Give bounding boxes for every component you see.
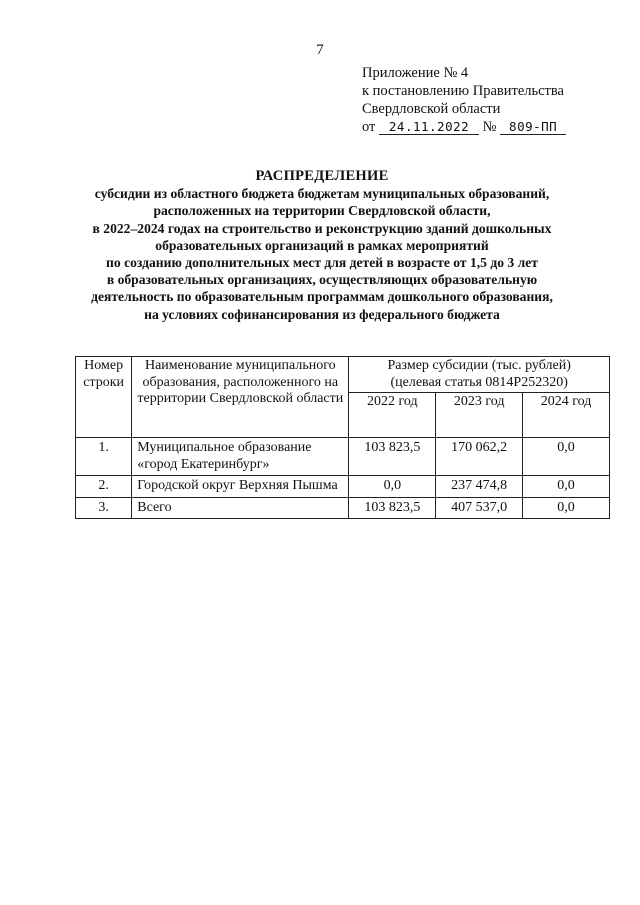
header-year-2024: 2024 год	[523, 393, 610, 438]
value-2024: 0,0	[523, 476, 610, 498]
header-subsidy-article: (целевая статья 0814P252320)	[390, 374, 568, 390]
value-2023: 170 062,2	[436, 438, 523, 476]
header-subsidy-size	[349, 357, 610, 393]
heading-line: в 2022–2024 годах на строительство и реконструкцию зданий дошкольных	[92, 220, 552, 236]
number-label: №	[482, 119, 497, 135]
header-row-number: Номер строки	[76, 357, 132, 438]
heading-line: деятельность по образовательным программам дошкольного образования,	[91, 289, 553, 305]
header-year-2023: 2023 год	[436, 393, 523, 438]
decree-number: 809-ПП	[500, 120, 566, 135]
value-2023: 407 537,0	[436, 497, 523, 519]
table-header-row	[76, 357, 610, 393]
municipality-name: Всего	[132, 497, 349, 519]
heading-line: по созданию дополнительных мест для детей в возрасте от 1,5 до 3 лет	[106, 255, 538, 271]
municipality-name: Муниципальное образование «город Екатеринбург»	[132, 438, 349, 476]
decree-date: 24.11.2022	[379, 120, 479, 135]
table-row	[76, 497, 610, 519]
table-row	[76, 476, 610, 498]
heading-line: в образовательных организациях, осуществляющих образовательную	[106, 272, 538, 288]
row-number: 3.	[76, 497, 132, 519]
row-number: 1.	[76, 438, 132, 476]
header-subsidy-size-line: Размер субсидии (тыс. рублей)	[387, 358, 571, 373]
appendix-decree: к постановлению Правительства	[362, 83, 564, 99]
heading-line: расположенных на территории Свердловской области,	[153, 203, 491, 219]
row-number: 2.	[76, 476, 132, 498]
municipality-name: Городской округ Верхняя Пышма	[132, 476, 349, 498]
header-municipality-name: Наименование муниципального образования, расположенного на территории Свердловской области	[132, 357, 349, 438]
appendix-date-line	[362, 118, 566, 136]
heading-line: образовательных организаций в рамках мероприятий	[155, 237, 489, 253]
table-row	[76, 438, 610, 476]
appendix-block	[362, 64, 566, 136]
from-label: от	[362, 119, 376, 135]
heading-title: РАСПРЕДЕЛЕНИЕ	[255, 168, 389, 184]
appendix-title: Приложение № 4	[362, 65, 469, 81]
value-2024: 0,0	[523, 438, 610, 476]
value-2022: 103 823,5	[349, 497, 436, 519]
appendix-region: Свердловской области	[362, 101, 501, 117]
value-2023: 237 474,8	[436, 476, 523, 498]
heading-line: субсидии из областного бюджета бюджетам муниципальных образований,	[94, 186, 550, 202]
header-year-2022: 2022 год	[349, 393, 436, 438]
document-heading	[60, 168, 584, 323]
value-2024: 0,0	[523, 497, 610, 519]
value-2022: 103 823,5	[349, 438, 436, 476]
value-2022: 0,0	[349, 476, 436, 498]
heading-line: на условиях софинансирования из федерального бюджета	[144, 306, 500, 322]
subsidy-table	[75, 356, 610, 519]
page-number: 7	[316, 42, 324, 58]
